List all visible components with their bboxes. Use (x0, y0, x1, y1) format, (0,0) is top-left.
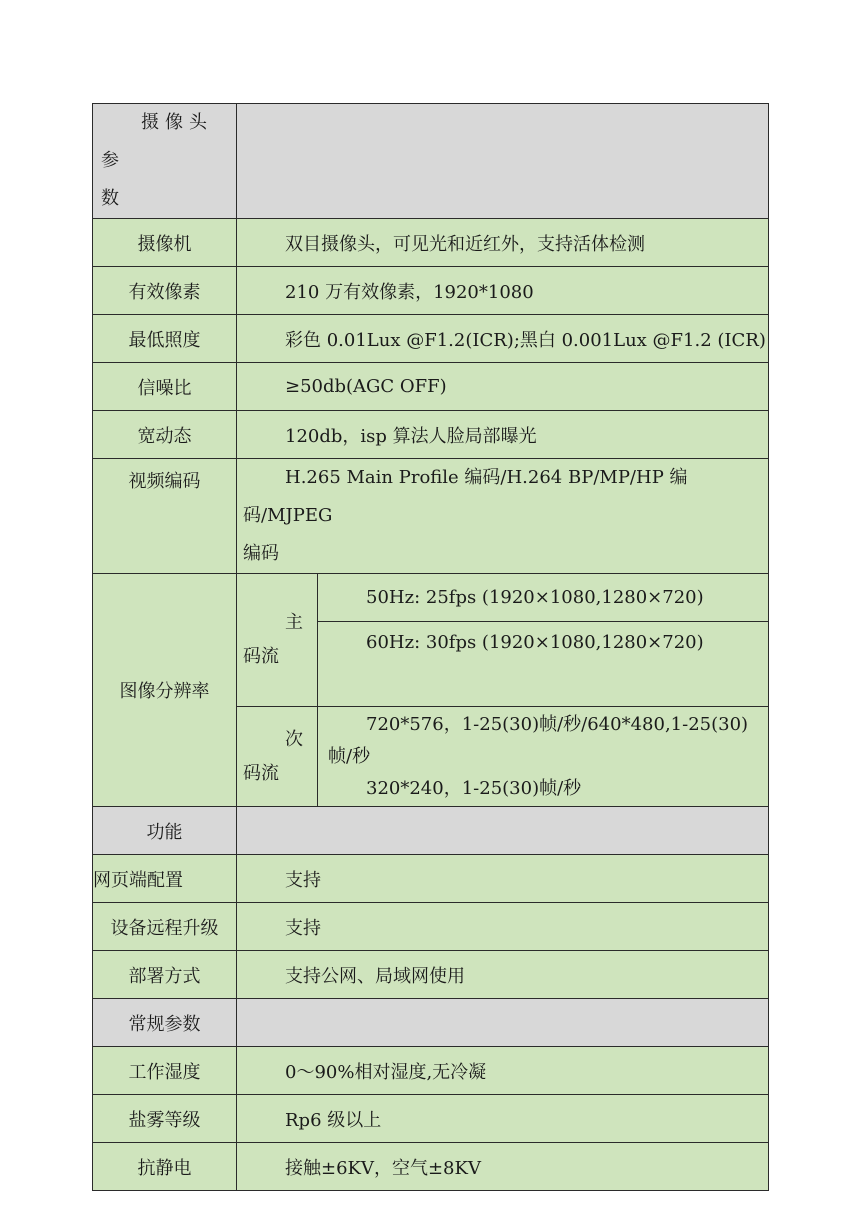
section-general-params (93, 999, 769, 1047)
row-label: 部署方式 (93, 951, 237, 999)
row-label: 摄像机 (93, 219, 237, 267)
main-stream-label: 主 码流 (237, 574, 318, 707)
row-label: 工作湿度 (93, 1047, 237, 1095)
spec-table (92, 103, 769, 1191)
row-label: 最低照度 (93, 315, 237, 363)
row-label: 网页端配置 (93, 855, 237, 903)
row-camera (93, 219, 769, 267)
sub-stream-label: 次 码流 (237, 707, 318, 807)
row-snr (93, 363, 769, 411)
row-value (237, 459, 769, 574)
row-value: 210 万有效像素，1920*1080 (237, 267, 769, 315)
row-value: 支持公网、局域网使用 (237, 951, 769, 999)
row-value: ≥50db(AGC OFF) (237, 363, 769, 411)
section-title-line2: 数 (101, 188, 119, 209)
row-deployment (93, 951, 769, 999)
main-stream-50hz: 50Hz: 25fps (1920×1080,1280×720) (318, 574, 769, 622)
row-wdr (93, 411, 769, 459)
row-label: 信噪比 (93, 363, 237, 411)
section-title (93, 104, 237, 219)
row-value: 双目摄像头，可见光和近红外，支持活体检测 (237, 219, 769, 267)
row-label: 视频编码 (93, 459, 237, 574)
row-label: 抗静电 (93, 1143, 237, 1191)
section-title-line1: 摄像头参 (101, 112, 213, 171)
row-humidity (93, 1047, 769, 1095)
row-salt-fog (93, 1095, 769, 1143)
section-title: 功能 (93, 807, 237, 855)
main-stream-60hz: 60Hz: 30fps (1920×1080,1280×720) (318, 622, 769, 707)
row-pixels (93, 267, 769, 315)
row-resolution-main-50 (93, 574, 769, 622)
row-value: 支持 (237, 903, 769, 951)
row-label: 图像分辨率 (93, 574, 237, 807)
row-esd (93, 1143, 769, 1191)
row-remote-upgrade (93, 903, 769, 951)
row-web-config (93, 855, 769, 903)
row-value: 支持 (237, 855, 769, 903)
row-value: 120db，isp 算法人脸局部曝光 (237, 411, 769, 459)
row-label: 宽动态 (93, 411, 237, 459)
row-label: 设备远程升级 (93, 903, 237, 951)
section-function (93, 807, 769, 855)
row-value: Rp6 级以上 (237, 1095, 769, 1143)
section-camera-params (93, 104, 769, 219)
row-value: 彩色 0.01Lux @F1.2(ICR);黑白 0.001Lux @F1.2 (ICR) (237, 315, 769, 363)
sub-stream-values: 720*576，1-25(30)帧/秒/640*480,1-25(30) 帧/秒 320*240，1-25(30)帧/秒 (318, 707, 769, 807)
section-title: 常规参数 (93, 999, 237, 1047)
row-min-illumination (93, 315, 769, 363)
row-label: 盐雾等级 (93, 1095, 237, 1143)
row-value: 0～90%相对湿度,无冷凝 (237, 1047, 769, 1095)
row-value: 接触±6KV，空气±8KV (237, 1143, 769, 1191)
row-video-codec (93, 459, 769, 574)
row-label: 有效像素 (93, 267, 237, 315)
row-value-line1: H.265 Main Profile 编码/H.264 BP/MP/HP 编码/MJPEG (243, 467, 688, 526)
row-value-line2: 编码 (243, 543, 279, 564)
